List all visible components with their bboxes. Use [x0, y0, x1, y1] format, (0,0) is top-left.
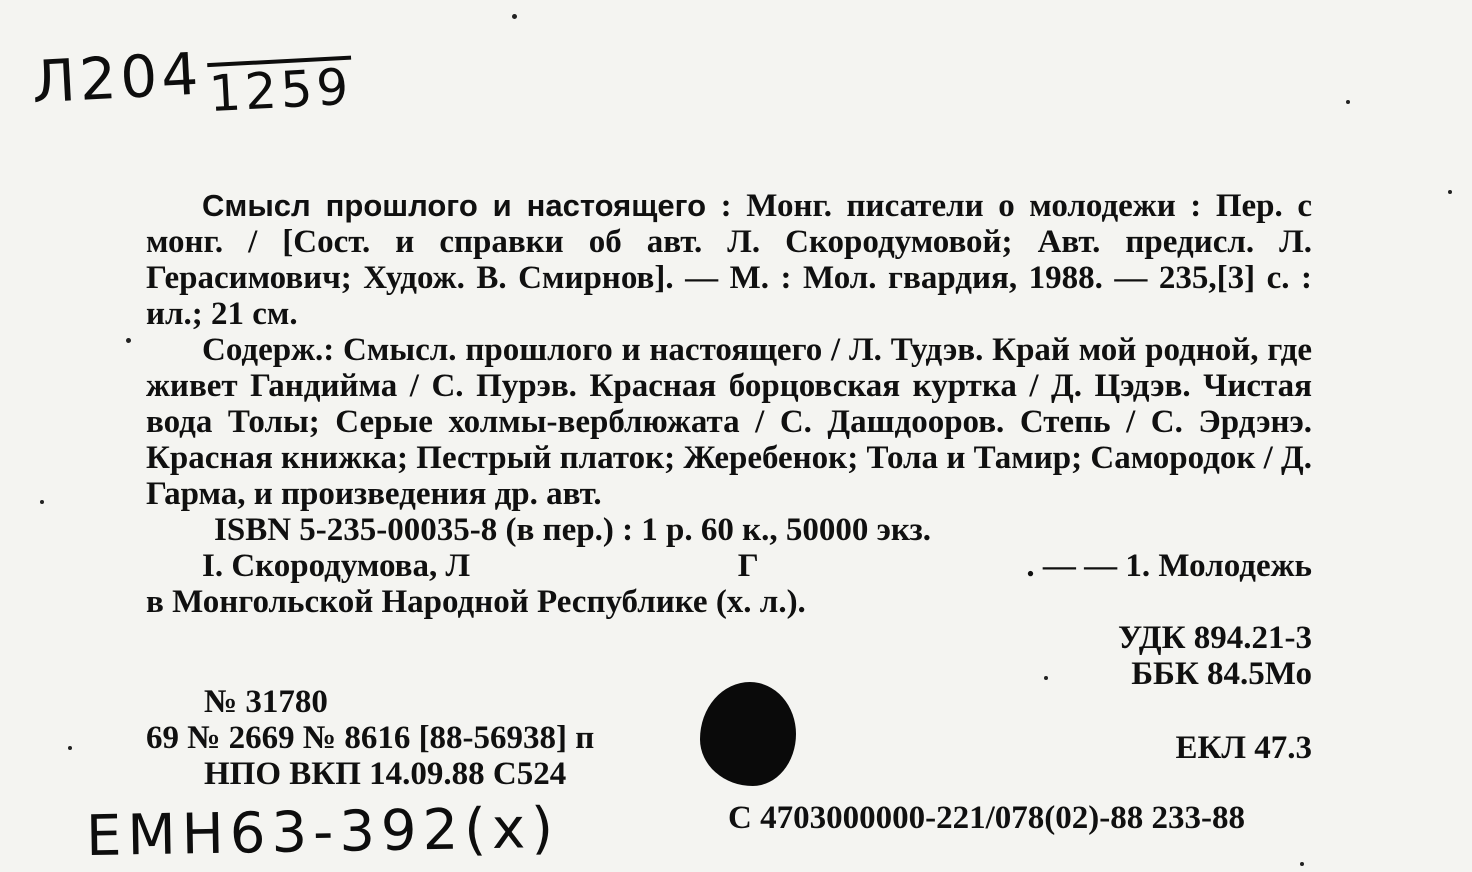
udk-code: УДК 894.21-3 [1117, 620, 1312, 656]
ekl-code: ЕКЛ 47.3 [1175, 730, 1312, 766]
printer-info: НПО ВКП 14.09.88 С524 [204, 756, 567, 792]
noise-speck [1346, 100, 1350, 104]
ink-blot [700, 682, 796, 786]
tracing-continuation: в Монгольской Народной Республике (х. л.). [146, 584, 806, 620]
tracing-author: I. Скородумова, Л [202, 548, 471, 584]
noise-speck [126, 338, 131, 343]
bbk-code: ББК 84.5Мо [1131, 656, 1312, 692]
handwritten-shelf-mark [30, 32, 353, 129]
tracing-initial: Г [737, 548, 759, 584]
handwritten-fraction: 1259 [207, 57, 354, 124]
noise-speck [68, 746, 72, 750]
isbn-line: ISBN 5-235-00035-8 (в пер.) : 1 р. 60 к., 50000 экз. [214, 512, 932, 548]
classification-block [1118, 620, 1312, 692]
publication-code: С 4703000000-221/078(02)-88 233-88 [728, 800, 1245, 836]
order-number: № 31780 [204, 684, 328, 720]
handwritten-code: Л204 [30, 39, 204, 117]
noise-speck [40, 500, 44, 504]
noise-speck [1448, 190, 1452, 194]
record-title: Смысл прошлого и настоящего [202, 188, 707, 223]
description-paragraph [146, 188, 1312, 332]
record-description: : Монг. писатели о молодежи : Пер. с монг. / [Сост. и справки об авт. Л. Скородумовой; Авт. предисл. Л. Герасимович; Худож. В. Смирнов]. — М. : Мол. гвардия, 1988. — 235,[3] с. : ил.; 21 см. [146, 188, 1312, 332]
handwritten-inventory-number: EMH63-392(x) [85, 795, 560, 870]
print-order-block [146, 684, 594, 792]
tracings-line [146, 548, 1312, 584]
tracing-subject: . — — 1. Молодежь [1026, 548, 1312, 584]
noise-speck [1044, 676, 1048, 680]
order-details: 69 № 2669 № 8616 [88-56938] п [146, 720, 595, 756]
contents-paragraph: Содерж.: Смысл. прошлого и настоящего / Л. Тудэв. Край мой родной, где живет Гандийма / С. Пурэв. Красная борцовская куртка / Д. Цэдэв. Чистая вода Толы; Серые холмы-верблюжата / С. Дашдооров. Степь / С. Эрдэнэ. Красная книжка; Пестрый платок; Жеребенок; Тола и Тамир; Самородок / Д. Гарма, и произведения др. авт. [146, 332, 1312, 512]
noise-speck [512, 14, 517, 19]
bibliographic-record [146, 188, 1312, 620]
noise-speck [1300, 862, 1304, 866]
